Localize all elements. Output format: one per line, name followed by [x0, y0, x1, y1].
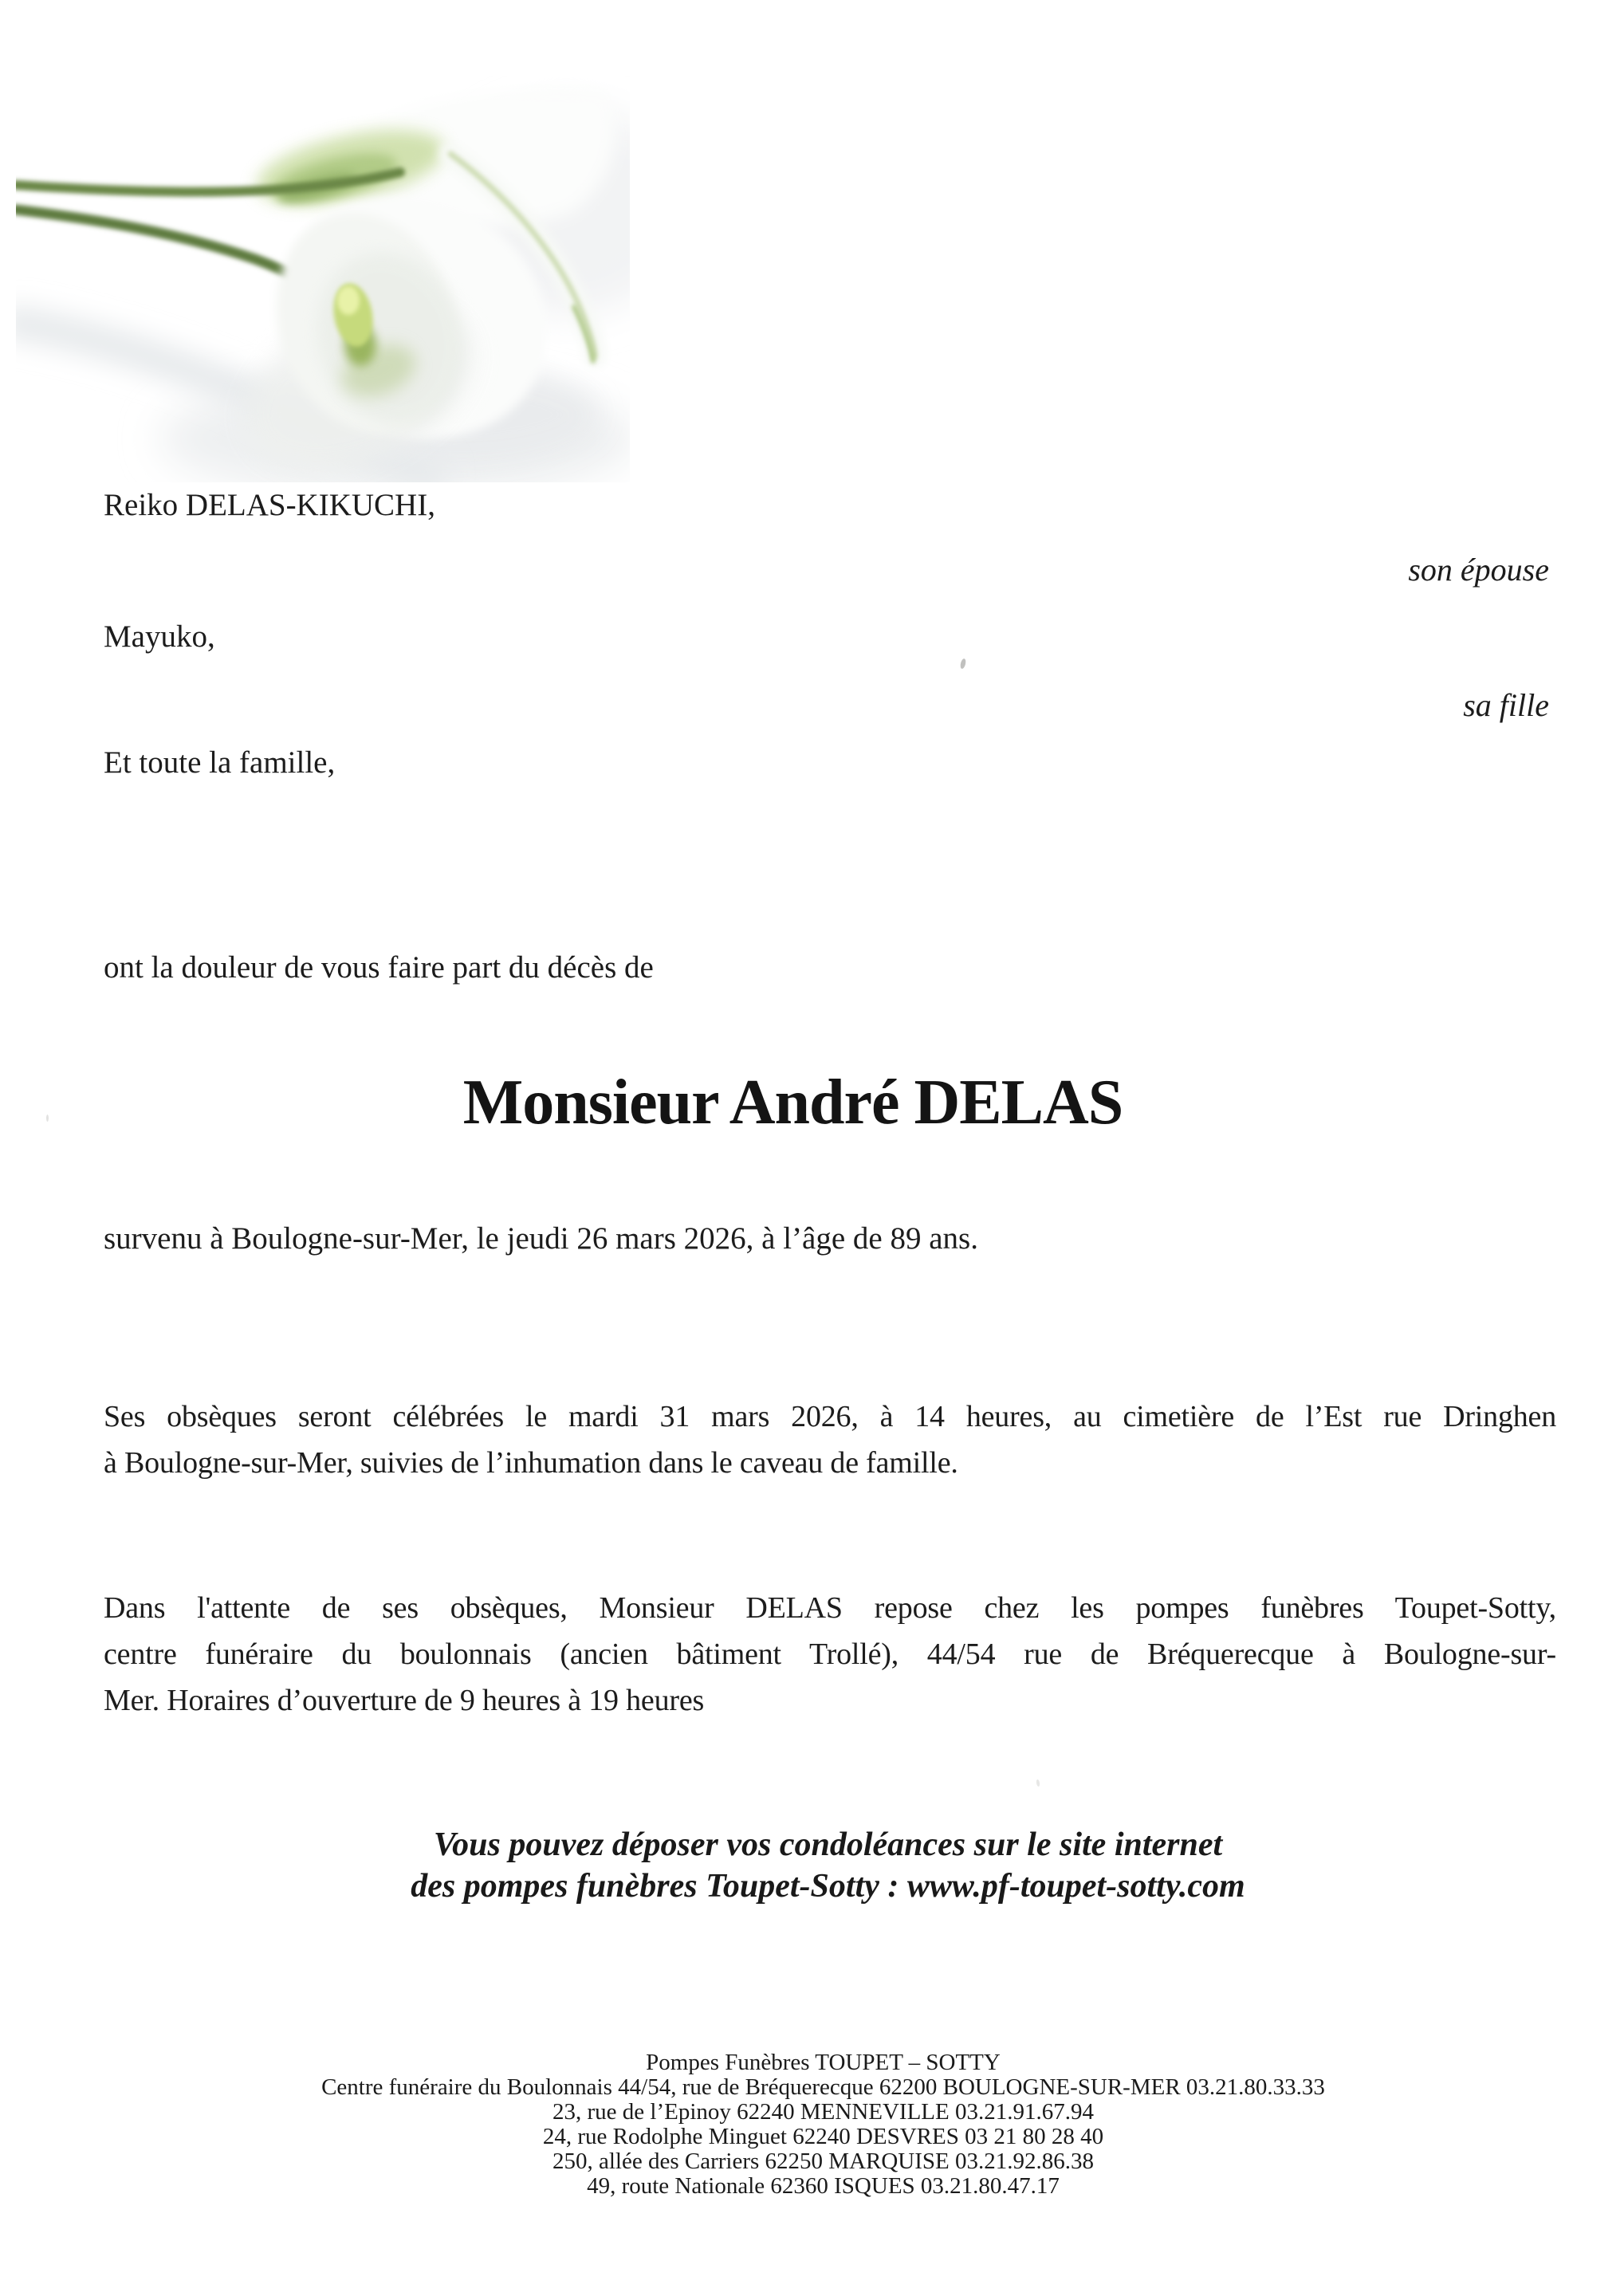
intro-line: ont la douleur de vous faire part du décès de	[104, 950, 654, 985]
repose-paragraph-line-1: Dans l'attente de ses obsèques, Monsieur DELAS repose chez les pompes funèbres Toupet-Sotty,	[104, 1591, 1556, 1625]
family-name-daughter: Mayuko,	[104, 619, 215, 654]
condolences-line-2: des pompes funèbres Toupet-Sotty : www.pf-toupet-sotty.com	[411, 1868, 1245, 1905]
calla-lily-art	[16, 90, 630, 482]
death-details-line: survenu à Boulogne-sur-Mer, le jeudi 26 mars 2026, à l’âge de 89 ans.	[104, 1221, 978, 1256]
funeral-paragraph-line-2: à Boulogne-sur-Mer, suivies de l’inhumation dans le caveau de famille.	[104, 1446, 958, 1480]
family-name-spouse: Reiko DELAS-KIKUCHI,	[104, 488, 435, 522]
condolences-line-1: Vous pouvez déposer vos condoléances sur le site internet	[433, 1826, 1223, 1863]
scan-speck	[46, 1115, 49, 1122]
family-name-rest: Et toute la famille,	[104, 745, 336, 780]
scan-speck	[960, 658, 967, 669]
footer-address-menneville: 23, rue de l’Epinoy 62240 MENNEVILLE 03.21.91.67.94	[552, 2099, 1094, 2125]
footer-address-desvres: 24, rue Rodolphe Minguet 62240 DESVRES 03 21 80 28 40	[542, 2124, 1104, 2149]
funeral-home-footer	[22, 2050, 1624, 2199]
repose-paragraph-line-2: centre funéraire du boulonnais (ancien bâtiment Trollé), 44/54 rue de Bréquerecque à Boulogne-sur-	[104, 1637, 1556, 1671]
condolences-notice	[32, 1824, 1624, 1907]
footer-address-marquise: 250, allée des Carriers 62250 MARQUISE 03.21.92.86.38	[552, 2149, 1094, 2174]
family-relation-spouse: son épouse	[1408, 552, 1549, 588]
repose-paragraph	[104, 1585, 1556, 1724]
scan-speck	[1036, 1779, 1040, 1787]
footer-company-name: Pompes Funèbres TOUPET – SOTTY	[646, 2050, 1001, 2075]
deceased-name-title: Monsieur André DELAS	[462, 1067, 1123, 1138]
funeral-paragraph	[104, 1394, 1556, 1486]
calla-lily-photo	[16, 76, 630, 482]
repose-paragraph-line-3: Mer. Horaires d’ouverture de 9 heures à 19 heures	[104, 1684, 705, 1717]
family-relation-daughter: sa fille	[1463, 687, 1549, 723]
footer-address-isques: 49, route Nationale 62360 ISQUES 03.21.80.47.17	[587, 2173, 1060, 2199]
footer-address-boulogne: Centre funéraire du Boulonnais 44/54, rue de Bréquerecque 62200 BOULOGNE-SUR-MER 03.21.80.33.33	[321, 2074, 1325, 2100]
funeral-paragraph-line-1: Ses obsèques seront célébrées le mardi 31 mars 2026, à 14 heures, au cimetière de l’Est rue Dringhen	[104, 1400, 1556, 1433]
